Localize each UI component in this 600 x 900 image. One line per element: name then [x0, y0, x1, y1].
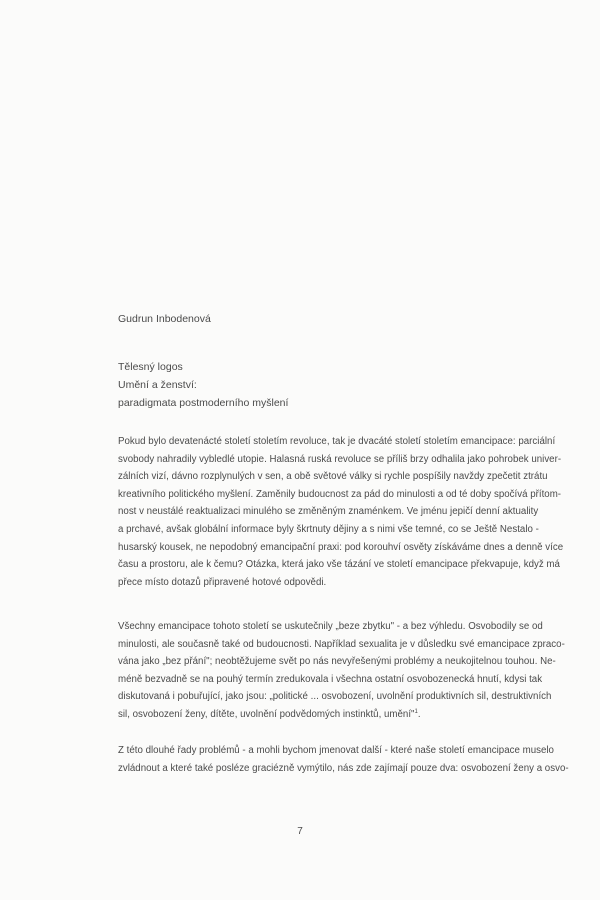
- text-line: Všechny emancipace tohoto století se uskutečnily „beze zbytku" - a bez výhledu. Osvobodily se od: [118, 621, 543, 632]
- text-line: svobody nahradily vybledlé utopie. Halasná ruská revoluce se příliš brzy odhalila jako pohrobek univer-: [118, 453, 562, 465]
- text-line: zálních vizí, dávno rozplynulých v sen, a obě světové války si rychle pospíšily navždy zpečetit ztrátu: [118, 471, 548, 483]
- text-line: méně bezvadně se na pouhý termín zredukovala i všechna ostatní osvobozenecká hnutí, kdysi tak: [118, 673, 543, 685]
- text-line: a prchavé, avšak globální informace byly škrtnuty dějiny a s nimi vše temné, co se Ještě Nestalo -: [118, 523, 539, 535]
- paragraph-3: [118, 742, 569, 777]
- text-line: Z této dlouhé řady problémů - a mohli bychom jmenovat další - které naše století emancipace muselo: [118, 745, 554, 756]
- text-line: zvládnout a které také posléze graciézně vymýtilo, nás zde zajímají pouze dva: osvobození ženy a osvo-: [118, 762, 569, 774]
- text-line: vána jako „bez přání"; neobtěžujeme svět po nás nevyřešenými problémy a neukojitelnou touhou. Ne-: [118, 656, 556, 668]
- paragraph-2: [118, 618, 565, 724]
- footnote-marker[interactable]: 1: [414, 708, 418, 715]
- text-line: diskutovaná i pobuřující, jako jsou: „politické ... osvobození, uvolnění produktivních sil, destruktivních: [118, 691, 552, 703]
- text-line: Pokud bylo devatenácté století stoletím revoluce, tak je dvacáté století stoletím emancipace: parciální: [118, 436, 556, 447]
- text-line: času a prostoru, ale k čemu? Otázka, která jako vše tázání ve století emancipace překvapuje, když má: [118, 559, 560, 571]
- page-number: 7: [297, 826, 303, 837]
- author-name: Gudrun Inbodenová: [118, 313, 211, 325]
- text-line: nost v neustálé reaktualizaci minulého se změněným znaménkem. Ve jménu jepičí denní aktuality: [118, 506, 539, 518]
- paragraph-1: [118, 433, 564, 591]
- text-line-content: sil, osvobození ženy, dítěte, uvolnění podvědomých instinktů, umění": [118, 708, 415, 720]
- text-line: přece místo dotazů připravené hotové odpovědi.: [118, 576, 327, 588]
- text-line: husarský kousek, ne nepodobný emancipační praxi: pod korouhví osvěty získáváme dnes a denně více: [118, 541, 564, 553]
- essay-title: [118, 358, 470, 412]
- subtitle-line: paradigmata postmoderního myšlení: [118, 397, 289, 409]
- line-end-punctuation: .: [417, 708, 421, 720]
- title-line: Tělesný logos: [118, 361, 183, 373]
- text-line: kreativního politického myšlení. Zaměnily budoucnost za pád do minulosti a od té doby spočívá přítom-: [118, 488, 562, 500]
- text-line: [118, 706, 470, 724]
- text-line: minulosti, ale současně také od budoucnosti. Například sexualita je v důsledku své emancipace zpraco-: [118, 638, 565, 650]
- subtitle-line: Umění a ženství:: [118, 379, 197, 391]
